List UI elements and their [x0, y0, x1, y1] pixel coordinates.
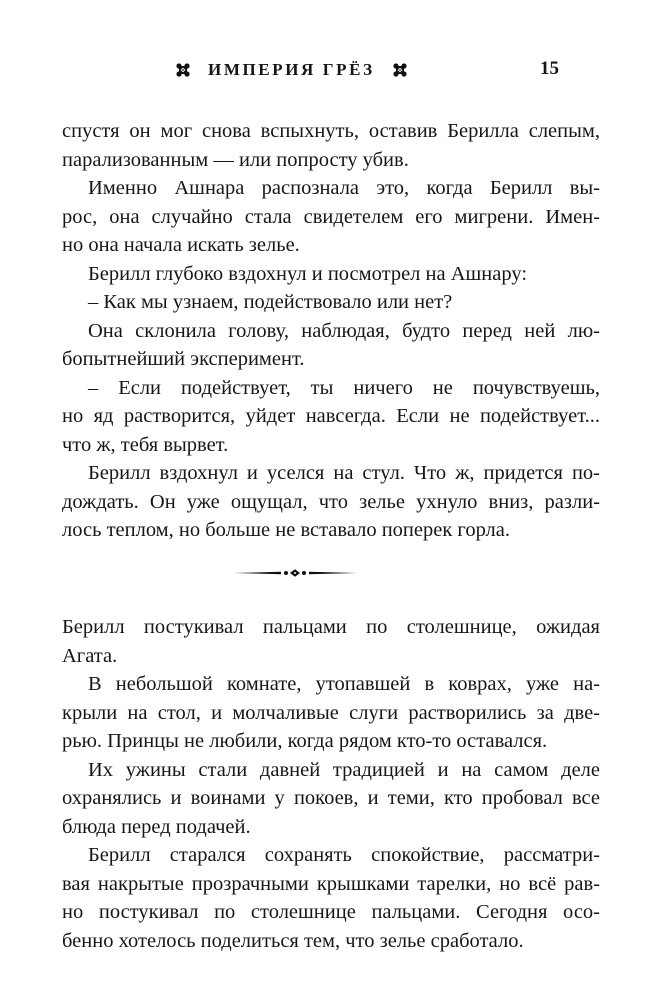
paragraph — [62, 756, 600, 842]
text-line: Берилл постукивал пальцами по столешнице, ожидая — [62, 616, 600, 638]
text-line: Берилл глубоко вздохнул и посмотрел на Ашнару: — [88, 262, 528, 285]
text-line: – Как мы узнаем, подействовало или нет? — [88, 291, 453, 313]
text-line: рос, она случайно стала свидетелем его мигрени. Имен- — [62, 205, 600, 228]
text-line: крыли на стол, и молчаливые слуги растворились за две- — [62, 701, 600, 724]
page-number: 15 — [540, 58, 559, 79]
paragraph — [62, 117, 600, 174]
dialogue-paragraph — [62, 288, 600, 317]
text-line: лось теплом, но больше не вставало поперек горла. — [62, 519, 511, 541]
text-line: спустя он мог снова вспыхнуть, оставив Берилла слепым, — [62, 120, 600, 142]
text-section-1 — [62, 117, 600, 545]
book-title: ИМПЕРИЯ ГРЁЗ — [208, 60, 375, 79]
section-break-ornament-icon — [231, 565, 359, 581]
text-line: вая накрытые прозрачными крышками тарелки, но всё рав- — [62, 872, 600, 895]
text-line: Именно Ашнара распознала это, когда Берилл вы- — [88, 177, 600, 199]
text-line: Агата. — [62, 644, 118, 667]
running-header — [176, 58, 407, 82]
paragraph — [62, 174, 600, 260]
paragraph — [62, 670, 600, 756]
ornament-icon — [176, 63, 190, 77]
paragraph — [62, 613, 600, 670]
text-line: Берилл вздохнул и уселся на стул. Что ж, придется по- — [88, 462, 600, 484]
text-line: Она склонила голову, наблюдая, будто перед ней лю- — [88, 319, 600, 342]
paragraph — [62, 317, 600, 374]
text-line: но она начала искать зелье. — [62, 234, 300, 256]
text-line: В небольшой комнате, утопавшей в коврах, уже на- — [88, 673, 600, 695]
text-line: бенно хотелось поделиться тем, что зелье сработало. — [62, 929, 524, 952]
text-line: рью. Принцы не любили, когда рядом кто-то оставался. — [62, 730, 548, 752]
text-line: Берилл старался сохранять спокойствие, рассматри- — [88, 844, 600, 866]
text-line: Их ужины стали давней традицией и на самом деле — [88, 758, 600, 781]
paragraph — [62, 260, 600, 289]
text-line: но постукивал по столешнице пальцами. Сегодня осо- — [62, 901, 600, 923]
paragraph — [62, 459, 600, 545]
text-line: парализованным — или попросту убив. — [62, 148, 409, 171]
text-line: охранялись и воинами у покоев, и теми, кто пробовал все — [62, 787, 600, 809]
text-section-2 — [62, 613, 600, 955]
dialogue-paragraph — [62, 374, 600, 460]
text-line: что ж, тебя вырвет. — [62, 433, 229, 456]
text-line: но яд растворится, уйдет навсегда. Если не подействует... — [62, 405, 600, 427]
text-line: – Если подействует, ты ничего не почувствуешь, — [88, 376, 600, 399]
ornament-icon — [393, 63, 407, 77]
text-line: бопытнейший эксперимент. — [62, 348, 305, 370]
text-line: блюда перед подачей. — [62, 815, 251, 838]
paragraph — [62, 841, 600, 955]
text-line: дождать. Он уже ощущал, что зелье ухнуло вниз, разли- — [62, 490, 600, 513]
